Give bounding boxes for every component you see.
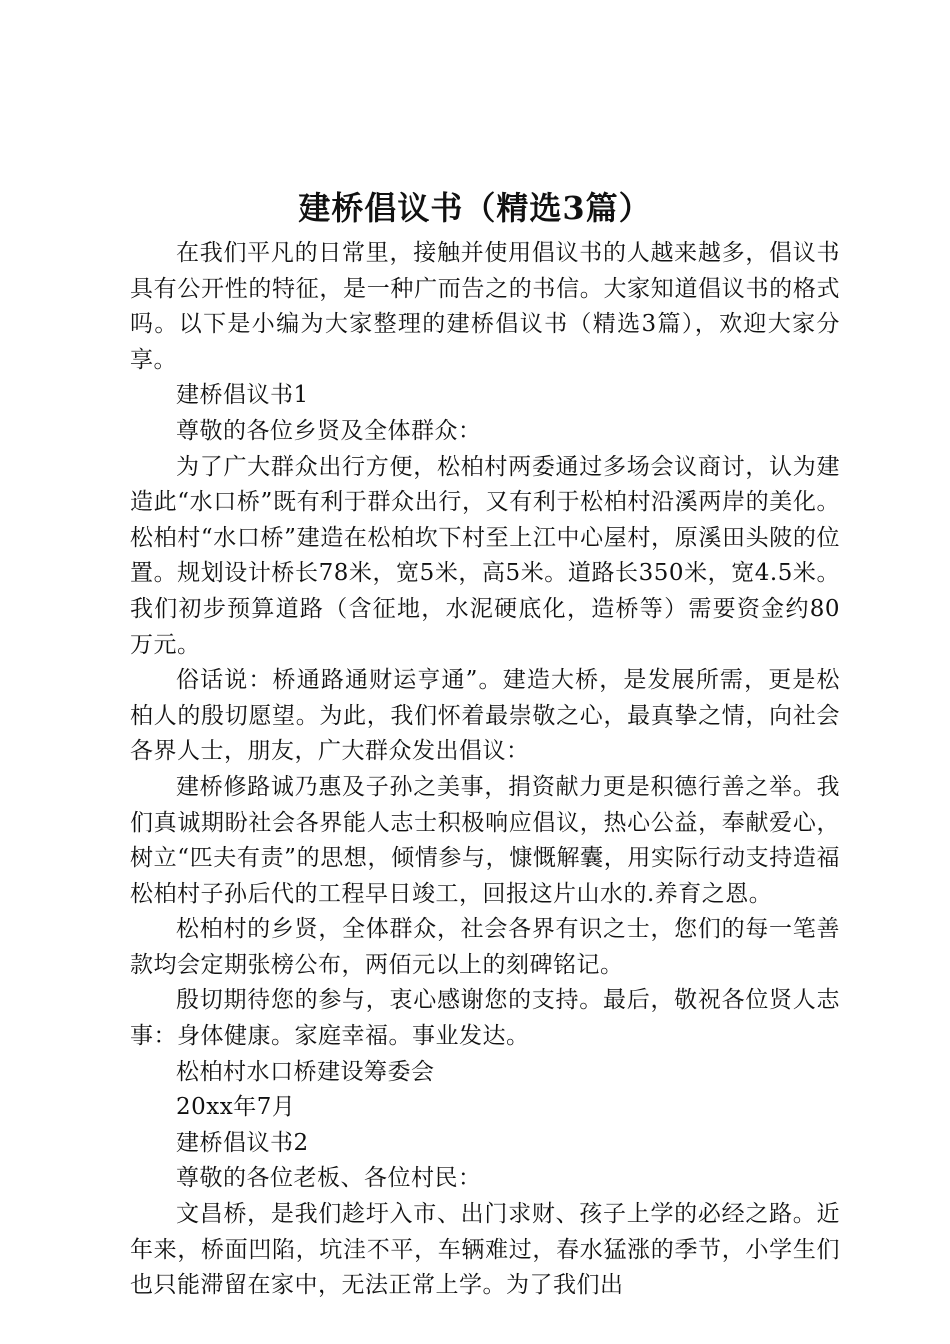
paragraph: 松柏村的乡贤，全体群众，社会各界有识之士，您们的每一笔善款均会定期张榜公布，两佰元以上的刻碑铭记。 [130,916,840,978]
salutation-1: 尊敬的各位乡贤及全体群众： [176,417,482,444]
signature-organization: 松柏村水口桥建设筹委会 [176,1058,435,1085]
signature-date: 20xx年7月 [176,1094,296,1121]
paragraph: 为了广大群众出行方便，松柏村两委通过多场会议商讨，认为建造此“水口桥”既有利于群众出行，又有利于松柏村沿溪两岸的美化。松柏村“水口桥”建造在松柏坎下村至上江中心屋村，原溪田头陂的位置。规划设计桥长78米，宽5米，高5米。道路长350米，宽4.5米。我们初步预算道路（含征地，水泥硬底化，造桥等）需要资金约80万元。 [130,453,840,658]
section-heading-2: 建桥倡议书2 [176,1129,309,1156]
document-title: 建桥倡议书（精选3篇） [298,189,652,227]
paragraph: 文昌桥，是我们趁圩入市、出门求财、孩子上学的必经之路。近年来，桥面凹陷，坑洼不平，车辆难过，春水猛涨的季节，小学生们也只能滞留在家中，无法正常上学。为了我们出 [130,1201,840,1299]
salutation-2: 尊敬的各位老板、各位村民： [176,1165,482,1192]
section-heading-1: 建桥倡议书1 [176,382,309,409]
document-body [130,236,840,1304]
paragraph: 建桥修路诚乃惠及子孙之美事，捐资献力更是积德行善之举。我们真诚期盼社会各界能人志士积极响应倡议，热心公益，奉献爱心，树立“匹夫有责”的思想，倾情参与，慷慨解囊，用实际行动支持造福松柏村子孙后代的工程早日竣工，回报这片山水的.养育之恩。 [130,773,840,907]
paragraph-intro: 在我们平凡的日常里，接触并使用倡议书的人越来越多，倡议书具有公开性的特征，是一种广而告之的书信。大家知道倡议书的格式吗。以下是小编为大家整理的建桥倡议书（精选3篇），欢迎大家分享。 [130,240,840,373]
paragraph: 殷切期待您的参与，衷心感谢您的支持。最后，敬祝各位贤人志事：身体健康。家庭幸福。事业发达。 [130,987,840,1050]
paragraph: 俗话说：桥通路通财运亨通”。建造大桥，是发展所需，更是松柏人的殷切愿望。为此，我们怀着最崇敬之心，最真挚之情，向社会各界人士，朋友，广大群众发出倡议： [130,667,840,765]
